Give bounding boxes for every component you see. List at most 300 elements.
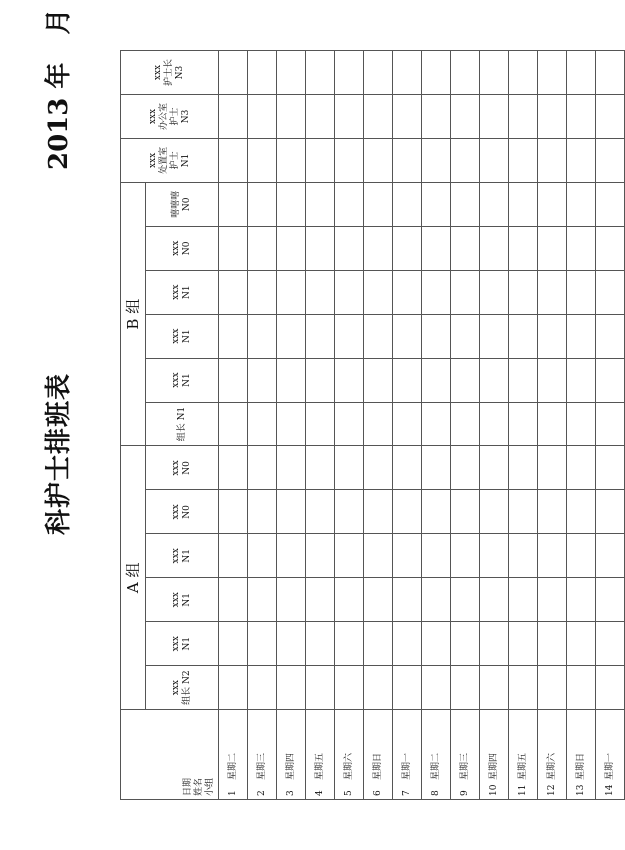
schedule-cell[interactable] xyxy=(364,490,393,534)
schedule-cell[interactable] xyxy=(219,314,248,358)
schedule-cell[interactable] xyxy=(335,51,364,95)
schedule-cell[interactable] xyxy=(480,95,509,139)
column-header xyxy=(121,95,219,139)
schedule-cell[interactable] xyxy=(248,402,277,446)
column-header-line: xxx xyxy=(171,284,181,300)
schedule-cell[interactable] xyxy=(219,402,248,446)
row-label xyxy=(538,710,567,800)
schedule-cell[interactable] xyxy=(219,534,248,578)
schedule-cell[interactable] xyxy=(335,314,364,358)
schedule-cell[interactable] xyxy=(393,95,422,139)
table-row xyxy=(335,51,364,800)
schedule-cell[interactable] xyxy=(480,182,509,226)
schedule-cell[interactable] xyxy=(422,622,451,666)
schedule-cell[interactable] xyxy=(335,622,364,666)
row-number: 1 xyxy=(227,790,238,796)
row-day: 星期日 xyxy=(372,752,383,780)
table-row xyxy=(567,51,596,800)
schedule-cell[interactable] xyxy=(567,666,596,710)
schedule-table xyxy=(120,50,625,800)
schedule-cell[interactable] xyxy=(219,666,248,710)
schedule-cell[interactable] xyxy=(277,138,306,182)
schedule-cell[interactable] xyxy=(219,490,248,534)
schedule-sheet xyxy=(44,8,615,800)
schedule-cell[interactable] xyxy=(422,226,451,270)
schedule-cell[interactable] xyxy=(567,182,596,226)
schedule-cell[interactable] xyxy=(335,138,364,182)
schedule-cell[interactable] xyxy=(451,666,480,710)
schedule-cell[interactable] xyxy=(422,51,451,95)
column-header-line: xxx xyxy=(171,328,181,344)
schedule-cell[interactable] xyxy=(567,446,596,490)
row-day: 星期六 xyxy=(343,752,354,780)
schedule-cell[interactable] xyxy=(538,226,567,270)
schedule-cell[interactable] xyxy=(393,402,422,446)
year-month xyxy=(38,9,75,170)
schedule-cell[interactable] xyxy=(306,314,335,358)
column-header-line: N1 xyxy=(182,329,192,343)
column-header-line: xxx xyxy=(171,504,181,520)
schedule-cell[interactable] xyxy=(393,446,422,490)
schedule-cell[interactable] xyxy=(248,578,277,622)
schedule-cell[interactable] xyxy=(509,51,538,95)
schedule-cell[interactable] xyxy=(509,622,538,666)
schedule-cell[interactable] xyxy=(219,578,248,622)
schedule-cell[interactable] xyxy=(596,490,625,534)
schedule-cell[interactable] xyxy=(422,446,451,490)
column-header xyxy=(146,314,219,358)
column-header xyxy=(146,490,219,534)
schedule-cell[interactable] xyxy=(364,314,393,358)
column-header-line: xxx xyxy=(171,460,181,476)
schedule-cell[interactable] xyxy=(277,358,306,402)
schedule-cell[interactable] xyxy=(393,270,422,314)
schedule-cell[interactable] xyxy=(567,270,596,314)
schedule-cell[interactable] xyxy=(422,95,451,139)
schedule-cell[interactable] xyxy=(422,578,451,622)
column-header-line: N1 xyxy=(182,636,192,651)
column-header xyxy=(146,182,219,226)
table-row xyxy=(306,51,335,800)
schedule-cell[interactable] xyxy=(335,95,364,139)
schedule-cell[interactable] xyxy=(538,358,567,402)
schedule-cell[interactable] xyxy=(335,534,364,578)
schedule-cell[interactable] xyxy=(480,578,509,622)
schedule-cell[interactable] xyxy=(306,490,335,534)
month-label: 月 xyxy=(44,8,74,35)
column-header-line: N0 xyxy=(182,241,192,256)
row-number: 8 xyxy=(430,790,441,796)
schedule-cell[interactable] xyxy=(596,622,625,666)
column-header-line: N1 xyxy=(182,373,192,387)
schedule-cell[interactable] xyxy=(480,446,509,490)
corner-label: 日期 xyxy=(183,777,193,796)
schedule-cell[interactable] xyxy=(567,534,596,578)
schedule-cell[interactable] xyxy=(509,138,538,182)
schedule-cell[interactable] xyxy=(393,534,422,578)
schedule-cell[interactable] xyxy=(509,666,538,710)
column-header-line: xxx xyxy=(171,592,181,608)
schedule-cell[interactable] xyxy=(335,446,364,490)
schedule-cell[interactable] xyxy=(248,138,277,182)
column-header-line: N1 xyxy=(182,549,192,563)
schedule-cell[interactable] xyxy=(364,182,393,226)
row-day: 星期二 xyxy=(430,752,441,780)
row-day: 星期三 xyxy=(256,752,267,780)
schedule-cell[interactable] xyxy=(509,402,538,446)
column-header-line: N0 xyxy=(182,197,192,212)
corner-header xyxy=(121,710,219,800)
schedule-cell[interactable] xyxy=(277,402,306,446)
schedule-cell[interactable] xyxy=(567,578,596,622)
schedule-cell[interactable] xyxy=(277,314,306,358)
column-header-line: xxx xyxy=(147,108,158,125)
schedule-cell[interactable] xyxy=(248,666,277,710)
schedule-cell[interactable] xyxy=(480,138,509,182)
schedule-cell[interactable] xyxy=(480,490,509,534)
column-header-line: N3 xyxy=(175,65,185,80)
schedule-cell[interactable] xyxy=(451,138,480,182)
schedule-cell[interactable] xyxy=(219,182,248,226)
column-header xyxy=(121,138,219,182)
row-label xyxy=(509,710,538,800)
column-header xyxy=(146,666,219,710)
schedule-cell[interactable] xyxy=(480,226,509,270)
schedule-cell[interactable] xyxy=(451,95,480,139)
row-day: 星期四 xyxy=(285,752,296,780)
schedule-cell[interactable] xyxy=(393,138,422,182)
schedule-cell[interactable] xyxy=(364,95,393,139)
column-header-line: N3 xyxy=(180,109,191,124)
schedule-cell[interactable] xyxy=(248,51,277,95)
schedule-cell[interactable] xyxy=(422,402,451,446)
schedule-cell[interactable] xyxy=(596,402,625,446)
schedule-cell[interactable] xyxy=(596,270,625,314)
schedule-cell[interactable] xyxy=(480,402,509,446)
schedule-cell[interactable] xyxy=(596,666,625,710)
schedule-cell[interactable] xyxy=(248,446,277,490)
schedule-cell[interactable] xyxy=(480,51,509,95)
schedule-cell[interactable] xyxy=(306,182,335,226)
schedule-cell[interactable] xyxy=(538,578,567,622)
schedule-cell[interactable] xyxy=(364,138,393,182)
schedule-cell[interactable] xyxy=(509,534,538,578)
schedule-cell[interactable] xyxy=(451,578,480,622)
column-header-line: N0 xyxy=(182,505,192,519)
schedule-cell[interactable] xyxy=(567,51,596,95)
column-header-line: xxx xyxy=(171,548,181,564)
schedule-cell[interactable] xyxy=(219,270,248,314)
schedule-cell[interactable] xyxy=(248,226,277,270)
row-number: 2 xyxy=(256,790,267,796)
schedule-cell[interactable] xyxy=(306,95,335,139)
row-label xyxy=(422,710,451,800)
row-label xyxy=(451,710,480,800)
schedule-cell[interactable] xyxy=(219,358,248,402)
schedule-cell[interactable] xyxy=(364,402,393,446)
schedule-cell[interactable] xyxy=(219,622,248,666)
schedule-cell[interactable] xyxy=(393,226,422,270)
row-number: 14 xyxy=(604,784,615,796)
schedule-cell[interactable] xyxy=(596,182,625,226)
schedule-cell[interactable] xyxy=(219,226,248,270)
column-header-line: 办公室 xyxy=(158,102,169,130)
schedule-cell[interactable] xyxy=(219,51,248,95)
schedule-cell[interactable] xyxy=(567,95,596,139)
schedule-cell[interactable] xyxy=(335,358,364,402)
schedule-cell[interactable] xyxy=(393,51,422,95)
schedule-cell[interactable] xyxy=(306,402,335,446)
schedule-cell[interactable] xyxy=(306,138,335,182)
table-row xyxy=(451,51,480,800)
schedule-cell[interactable] xyxy=(277,270,306,314)
schedule-cell[interactable] xyxy=(567,138,596,182)
schedule-cell[interactable] xyxy=(480,534,509,578)
column-header xyxy=(146,402,219,446)
schedule-cell[interactable] xyxy=(306,578,335,622)
row-label xyxy=(596,710,625,800)
schedule-cell[interactable] xyxy=(538,51,567,95)
schedule-cell[interactable] xyxy=(335,666,364,710)
schedule-cell[interactable] xyxy=(451,182,480,226)
table-row xyxy=(248,51,277,800)
schedule-cell[interactable] xyxy=(451,622,480,666)
schedule-cell[interactable] xyxy=(422,666,451,710)
group-header: A 组 xyxy=(121,446,146,710)
year-label: 2013 年 xyxy=(44,62,74,170)
schedule-cell[interactable] xyxy=(538,534,567,578)
schedule-cell[interactable] xyxy=(538,402,567,446)
schedule-cell[interactable] xyxy=(248,358,277,402)
schedule-cell[interactable] xyxy=(480,666,509,710)
column-header-line: xxx xyxy=(171,636,181,652)
schedule-cell[interactable] xyxy=(422,138,451,182)
schedule-cell[interactable] xyxy=(422,358,451,402)
schedule-cell[interactable] xyxy=(277,666,306,710)
schedule-cell[interactable] xyxy=(306,666,335,710)
row-day: 星期五 xyxy=(517,752,528,780)
schedule-cell[interactable] xyxy=(335,402,364,446)
row-number: 9 xyxy=(459,790,470,796)
schedule-cell[interactable] xyxy=(596,578,625,622)
schedule-cell[interactable] xyxy=(335,226,364,270)
schedule-cell[interactable] xyxy=(277,226,306,270)
schedule-cell[interactable] xyxy=(306,51,335,95)
schedule-cell[interactable] xyxy=(596,358,625,402)
schedule-cell[interactable] xyxy=(596,138,625,182)
schedule-cell[interactable] xyxy=(451,270,480,314)
schedule-cell[interactable] xyxy=(393,666,422,710)
schedule-cell[interactable] xyxy=(364,666,393,710)
schedule-cell[interactable] xyxy=(596,51,625,95)
schedule-cell[interactable] xyxy=(509,226,538,270)
schedule-cell[interactable] xyxy=(248,95,277,139)
schedule-cell[interactable] xyxy=(451,402,480,446)
schedule-cell[interactable] xyxy=(248,270,277,314)
row-number: 12 xyxy=(546,784,557,796)
schedule-cell[interactable] xyxy=(393,314,422,358)
schedule-cell[interactable] xyxy=(596,446,625,490)
schedule-cell[interactable] xyxy=(422,314,451,358)
schedule-cell[interactable] xyxy=(596,226,625,270)
schedule-cell[interactable] xyxy=(451,534,480,578)
schedule-cell[interactable] xyxy=(451,446,480,490)
schedule-cell[interactable] xyxy=(364,226,393,270)
column-header xyxy=(146,270,219,314)
row-label xyxy=(306,710,335,800)
group-header: B 组 xyxy=(121,182,146,446)
row-number: 11 xyxy=(517,784,528,796)
schedule-cell[interactable] xyxy=(277,182,306,226)
schedule-cell[interactable] xyxy=(422,534,451,578)
row-day: 星期二 xyxy=(227,752,238,780)
schedule-cell[interactable] xyxy=(509,578,538,622)
schedule-cell[interactable] xyxy=(480,314,509,358)
row-label xyxy=(567,710,596,800)
schedule-cell[interactable] xyxy=(451,358,480,402)
column-header xyxy=(121,51,219,95)
schedule-cell[interactable] xyxy=(451,314,480,358)
schedule-cell[interactable] xyxy=(538,490,567,534)
schedule-cell[interactable] xyxy=(306,446,335,490)
row-number: 5 xyxy=(343,790,354,796)
column-header xyxy=(146,622,219,666)
schedule-cell[interactable] xyxy=(596,314,625,358)
schedule-cell[interactable] xyxy=(393,182,422,226)
row-label xyxy=(335,710,364,800)
row-number: 3 xyxy=(285,790,296,796)
column-header xyxy=(146,358,219,402)
schedule-cell[interactable] xyxy=(509,270,538,314)
schedule-cell[interactable] xyxy=(219,138,248,182)
schedule-cell[interactable] xyxy=(451,51,480,95)
schedule-cell[interactable] xyxy=(509,446,538,490)
row-day: 星期五 xyxy=(314,752,325,780)
schedule-cell[interactable] xyxy=(277,622,306,666)
schedule-cell[interactable] xyxy=(393,622,422,666)
schedule-cell[interactable] xyxy=(538,95,567,139)
schedule-cell[interactable] xyxy=(306,622,335,666)
schedule-cell[interactable] xyxy=(277,578,306,622)
column-header xyxy=(146,446,219,490)
schedule-cell[interactable] xyxy=(422,490,451,534)
schedule-cell[interactable] xyxy=(393,490,422,534)
schedule-cell[interactable] xyxy=(509,490,538,534)
schedule-cell[interactable] xyxy=(567,314,596,358)
schedule-cell[interactable] xyxy=(538,314,567,358)
schedule-cell[interactable] xyxy=(335,490,364,534)
schedule-cell[interactable] xyxy=(219,446,248,490)
schedule-cell[interactable] xyxy=(277,51,306,95)
schedule-cell[interactable] xyxy=(509,358,538,402)
schedule-cell[interactable] xyxy=(393,578,422,622)
schedule-cell[interactable] xyxy=(364,578,393,622)
schedule-cell[interactable] xyxy=(364,534,393,578)
schedule-cell[interactable] xyxy=(538,666,567,710)
schedule-cell[interactable] xyxy=(538,138,567,182)
schedule-cell[interactable] xyxy=(596,95,625,139)
schedule-cell[interactable] xyxy=(364,622,393,666)
schedule-cell[interactable] xyxy=(480,270,509,314)
row-label xyxy=(393,710,422,800)
table-row xyxy=(393,51,422,800)
column-header-line: 护士 xyxy=(169,151,180,170)
schedule-cell[interactable] xyxy=(364,358,393,402)
table-row xyxy=(277,51,306,800)
schedule-cell[interactable] xyxy=(364,446,393,490)
column-header-line: 组长 N2 xyxy=(182,670,192,705)
schedule-cell[interactable] xyxy=(509,314,538,358)
schedule-cell[interactable] xyxy=(451,490,480,534)
schedule-cell[interactable] xyxy=(335,578,364,622)
column-header-line: xxx xyxy=(147,152,158,169)
schedule-cell[interactable] xyxy=(567,358,596,402)
schedule-cell[interactable] xyxy=(335,270,364,314)
schedule-cell[interactable] xyxy=(567,622,596,666)
table-row xyxy=(480,51,509,800)
schedule-cell[interactable] xyxy=(422,270,451,314)
schedule-cell[interactable] xyxy=(335,182,364,226)
schedule-cell[interactable] xyxy=(538,270,567,314)
schedule-cell[interactable] xyxy=(567,226,596,270)
schedule-cell[interactable] xyxy=(567,402,596,446)
row-label xyxy=(277,710,306,800)
schedule-cell[interactable] xyxy=(364,270,393,314)
column-header-line: 组长 N1 xyxy=(176,406,187,442)
schedule-cell[interactable] xyxy=(422,182,451,226)
schedule-cell[interactable] xyxy=(567,490,596,534)
schedule-cell[interactable] xyxy=(277,490,306,534)
schedule-cell[interactable] xyxy=(538,446,567,490)
column-header xyxy=(146,226,219,270)
schedule-cell[interactable] xyxy=(277,446,306,490)
schedule-cell[interactable] xyxy=(596,534,625,578)
schedule-cell[interactable] xyxy=(480,622,509,666)
row-label xyxy=(248,710,277,800)
schedule-cell[interactable] xyxy=(451,226,480,270)
schedule-cell[interactable] xyxy=(306,226,335,270)
schedule-cell[interactable] xyxy=(480,358,509,402)
column-header-line: 处置室 xyxy=(158,146,169,174)
row-day: 星期三 xyxy=(459,752,470,780)
schedule-cell[interactable] xyxy=(219,95,248,139)
schedule-cell[interactable] xyxy=(306,358,335,402)
schedule-cell[interactable] xyxy=(248,182,277,226)
schedule-cell[interactable] xyxy=(364,51,393,95)
schedule-cell[interactable] xyxy=(277,534,306,578)
schedule-cell[interactable] xyxy=(248,622,277,666)
row-label xyxy=(364,710,393,800)
schedule-cell[interactable] xyxy=(538,182,567,226)
schedule-cell[interactable] xyxy=(248,490,277,534)
schedule-cell[interactable] xyxy=(509,182,538,226)
schedule-cell[interactable] xyxy=(306,270,335,314)
schedule-cell[interactable] xyxy=(306,534,335,578)
schedule-cell[interactable] xyxy=(248,534,277,578)
schedule-cell[interactable] xyxy=(248,314,277,358)
corner-label: 小组 xyxy=(205,777,215,796)
column-header-line: 护士 xyxy=(169,107,180,126)
schedule-cell[interactable] xyxy=(277,95,306,139)
column-header-line: xxx xyxy=(171,372,181,388)
schedule-cell[interactable] xyxy=(538,622,567,666)
column-header-line: 嘻嘻嘻 xyxy=(171,190,181,218)
row-day: 星期一 xyxy=(401,752,412,780)
column-header xyxy=(146,534,219,578)
schedule-cell[interactable] xyxy=(509,95,538,139)
schedule-cell[interactable] xyxy=(393,358,422,402)
column-header-line: N1 xyxy=(182,285,192,300)
